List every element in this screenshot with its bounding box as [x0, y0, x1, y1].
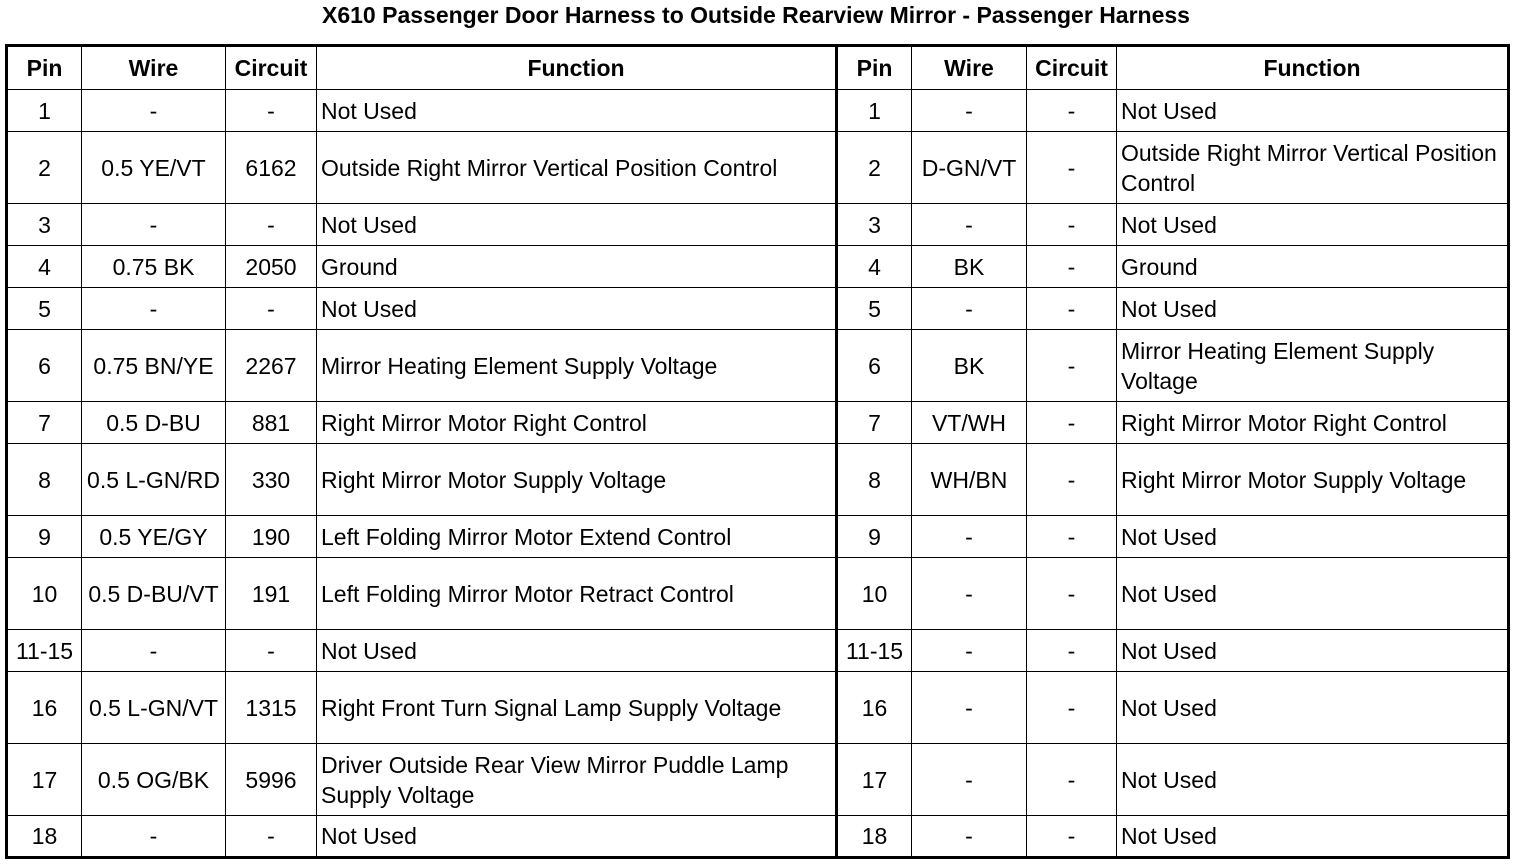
header-function: Function: [317, 46, 837, 90]
function-cell: Right Front Turn Signal Lamp Supply Voltage: [317, 672, 837, 744]
circuit-cell: 5996: [226, 744, 317, 816]
table-row: [7, 672, 1509, 744]
circuit-cell-2: -: [1027, 132, 1117, 204]
pin-cell-2: 4: [837, 246, 912, 288]
circuit-cell: -: [226, 630, 317, 672]
pin-cell-2: 6: [837, 330, 912, 402]
circuit-cell: 191: [226, 558, 317, 630]
pin-cell-2: 10: [837, 558, 912, 630]
wire-cell: -: [82, 288, 226, 330]
function-cell: Ground: [317, 246, 837, 288]
circuit-cell-2: -: [1027, 516, 1117, 558]
wire-cell-2: WH/BN: [912, 444, 1027, 516]
wire-cell-2: -: [912, 288, 1027, 330]
function-cell-2: Not Used: [1117, 516, 1509, 558]
wire-cell: 0.75 BN/YE: [82, 330, 226, 402]
function-cell-2: Right Mirror Motor Right Control: [1117, 402, 1509, 444]
pin-cell: 11-15: [7, 630, 82, 672]
function-cell: Not Used: [317, 630, 837, 672]
pin-cell: 8: [7, 444, 82, 516]
table-row: [7, 132, 1509, 204]
circuit-cell-2: -: [1027, 330, 1117, 402]
circuit-cell: 1315: [226, 672, 317, 744]
pin-cell: 1: [7, 90, 82, 132]
function-cell: Mirror Heating Element Supply Voltage: [317, 330, 837, 402]
pin-cell-2: 2: [837, 132, 912, 204]
wire-cell-2: BK: [912, 246, 1027, 288]
pin-cell-2: 9: [837, 516, 912, 558]
table-row: [7, 558, 1509, 630]
wire-cell: -: [82, 204, 226, 246]
function-cell-2: Right Mirror Motor Supply Voltage: [1117, 444, 1509, 516]
circuit-cell: -: [226, 90, 317, 132]
circuit-cell-2: -: [1027, 444, 1117, 516]
header-wire: Wire: [82, 46, 226, 90]
wire-cell-2: -: [912, 558, 1027, 630]
circuit-cell-2: -: [1027, 744, 1117, 816]
function-cell-2: Not Used: [1117, 288, 1509, 330]
wire-cell-2: -: [912, 630, 1027, 672]
wire-cell-2: BK: [912, 330, 1027, 402]
header-circuit: Circuit: [226, 46, 317, 90]
circuit-cell-2: -: [1027, 672, 1117, 744]
function-cell-2: Not Used: [1117, 90, 1509, 132]
wire-cell: -: [82, 90, 226, 132]
table-row: [7, 516, 1509, 558]
wire-cell-2: -: [912, 816, 1027, 858]
pin-cell-2: 8: [837, 444, 912, 516]
circuit-cell: -: [226, 288, 317, 330]
pin-cell: 10: [7, 558, 82, 630]
function-cell: Left Folding Mirror Motor Extend Control: [317, 516, 837, 558]
function-cell: Not Used: [317, 288, 837, 330]
pin-cell: 4: [7, 246, 82, 288]
pin-cell-2: 11-15: [837, 630, 912, 672]
harness-pinout-table: [5, 44, 1510, 859]
pin-cell: 16: [7, 672, 82, 744]
wire-cell-2: -: [912, 90, 1027, 132]
function-cell-2: Mirror Heating Element Supply Voltage: [1117, 330, 1509, 402]
function-cell-2: Not Used: [1117, 630, 1509, 672]
pin-cell-2: 1: [837, 90, 912, 132]
table-row: [7, 744, 1509, 816]
function-cell: Driver Outside Rear View Mirror Puddle Lamp Supply Voltage: [317, 744, 837, 816]
table-row: [7, 90, 1509, 132]
circuit-cell: 2050: [226, 246, 317, 288]
wire-cell-2: -: [912, 744, 1027, 816]
wire-cell: -: [82, 630, 226, 672]
wire-cell: 0.5 OG/BK: [82, 744, 226, 816]
function-cell-2: Not Used: [1117, 744, 1509, 816]
header-wire-2: Wire: [912, 46, 1027, 90]
wire-cell-2: -: [912, 516, 1027, 558]
wire-cell: 0.5 L-GN/RD: [82, 444, 226, 516]
circuit-cell-2: -: [1027, 816, 1117, 858]
wire-cell: 0.5 L-GN/VT: [82, 672, 226, 744]
circuit-cell-2: -: [1027, 246, 1117, 288]
function-cell: Not Used: [317, 90, 837, 132]
function-cell: Outside Right Mirror Vertical Position Control: [317, 132, 837, 204]
pin-cell: 18: [7, 816, 82, 858]
wire-cell: 0.5 YE/GY: [82, 516, 226, 558]
circuit-cell: 6162: [226, 132, 317, 204]
pin-cell-2: 18: [837, 816, 912, 858]
pin-cell: 3: [7, 204, 82, 246]
function-cell-2: Ground: [1117, 246, 1509, 288]
circuit-cell: 330: [226, 444, 317, 516]
wire-cell: 0.5 D-BU/VT: [82, 558, 226, 630]
function-cell-2: Not Used: [1117, 816, 1509, 858]
table-header-row: [7, 46, 1509, 90]
header-circuit-2: Circuit: [1027, 46, 1117, 90]
wire-cell-2: D-GN/VT: [912, 132, 1027, 204]
pin-cell-2: 16: [837, 672, 912, 744]
table-row: [7, 288, 1509, 330]
function-cell-2: Outside Right Mirror Vertical Position Control: [1117, 132, 1509, 204]
pin-cell-2: 17: [837, 744, 912, 816]
pin-cell: 17: [7, 744, 82, 816]
function-cell: Left Folding Mirror Motor Retract Control: [317, 558, 837, 630]
circuit-cell-2: -: [1027, 402, 1117, 444]
function-cell: Right Mirror Motor Supply Voltage: [317, 444, 837, 516]
circuit-cell: -: [226, 816, 317, 858]
pin-cell: 2: [7, 132, 82, 204]
wire-cell: -: [82, 816, 226, 858]
function-cell-2: Not Used: [1117, 204, 1509, 246]
function-cell: Right Mirror Motor Right Control: [317, 402, 837, 444]
header-pin-2: Pin: [837, 46, 912, 90]
function-cell-2: Not Used: [1117, 672, 1509, 744]
circuit-cell-2: -: [1027, 90, 1117, 132]
table-row: [7, 816, 1509, 858]
table-row: [7, 330, 1509, 402]
header-function-2: Function: [1117, 46, 1509, 90]
function-cell-2: Not Used: [1117, 558, 1509, 630]
pin-cell: 9: [7, 516, 82, 558]
wire-cell: 0.5 YE/VT: [82, 132, 226, 204]
table-row: [7, 402, 1509, 444]
circuit-cell-2: -: [1027, 558, 1117, 630]
pin-cell-2: 7: [837, 402, 912, 444]
circuit-cell-2: -: [1027, 288, 1117, 330]
pin-cell: 7: [7, 402, 82, 444]
document-title: X610 Passenger Door Harness to Outside Rearview Mirror - Passenger Harness: [322, 2, 1190, 28]
circuit-cell: 881: [226, 402, 317, 444]
wire-cell: 0.5 D-BU: [82, 402, 226, 444]
circuit-cell-2: -: [1027, 630, 1117, 672]
pin-cell-2: 5: [837, 288, 912, 330]
table-row: [7, 630, 1509, 672]
circuit-cell-2: -: [1027, 204, 1117, 246]
circuit-cell: 2267: [226, 330, 317, 402]
table-row: [7, 204, 1509, 246]
circuit-cell: -: [226, 204, 317, 246]
function-cell: Not Used: [317, 204, 837, 246]
table-row: [7, 246, 1509, 288]
pin-cell-2: 3: [837, 204, 912, 246]
wire-cell-2: VT/WH: [912, 402, 1027, 444]
pin-cell: 5: [7, 288, 82, 330]
wire-cell-2: -: [912, 204, 1027, 246]
wire-cell: 0.75 BK: [82, 246, 226, 288]
circuit-cell: 190: [226, 516, 317, 558]
pin-cell: 6: [7, 330, 82, 402]
table-row: [7, 444, 1509, 516]
wire-cell-2: -: [912, 672, 1027, 744]
header-pin: Pin: [7, 46, 82, 90]
function-cell: Not Used: [317, 816, 837, 858]
